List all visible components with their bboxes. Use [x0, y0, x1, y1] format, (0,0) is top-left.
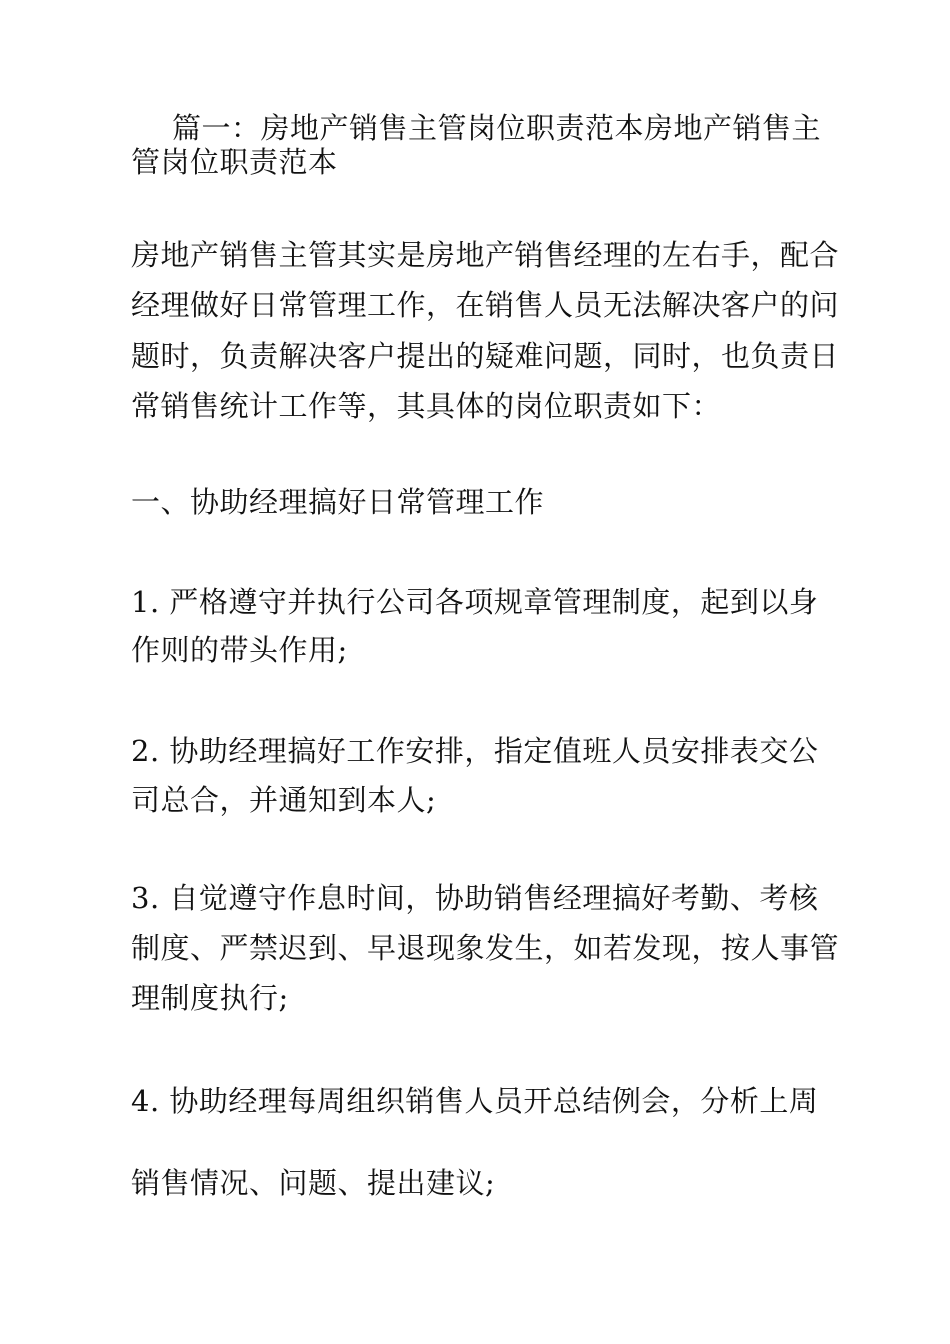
intro-paragraph-line: 题时，负责解决客户提出的疑难问题，同时，也负责日 — [131, 339, 840, 373]
intro-paragraph-line: 经理做好日常管理工作，在销售人员无法解决客户的问 — [131, 288, 840, 322]
list-item-line: 司总合，并通知到本人; — [131, 783, 437, 817]
document-title-line-1: 篇一：房地产销售主管岗位职责范本房地产销售主 — [172, 111, 822, 145]
intro-paragraph-line: 常销售统计工作等，其具体的岗位职责如下： — [131, 389, 722, 423]
list-item-line: 制度、严禁迟到、早退现象发生，如若发现，按人事管 — [131, 931, 840, 965]
list-item-line: 4. 协助经理每周组织销售人员开总结例会，分析上周 — [131, 1084, 819, 1118]
list-item-line: 作则的带头作用; — [131, 633, 348, 667]
list-item-line: 1. 严格遵守并执行公司各项规章管理制度，起到以身 — [131, 585, 819, 619]
intro-paragraph-line: 房地产销售主管其实是房地产销售经理的左右手，配合 — [131, 238, 840, 272]
list-item-line: 理制度执行; — [131, 981, 289, 1015]
list-item-line: 3. 自觉遵守作息时间，协助销售经理搞好考勤、考核 — [131, 881, 819, 915]
list-item-line: 销售情况、问题、提出建议; — [131, 1166, 496, 1200]
document-title-line-2: 管岗位职责范本 — [131, 145, 338, 179]
list-item-line: 2. 协助经理搞好工作安排，指定值班人员安排表交公 — [131, 734, 819, 768]
section-heading: 一、协助经理搞好日常管理工作 — [131, 485, 545, 519]
